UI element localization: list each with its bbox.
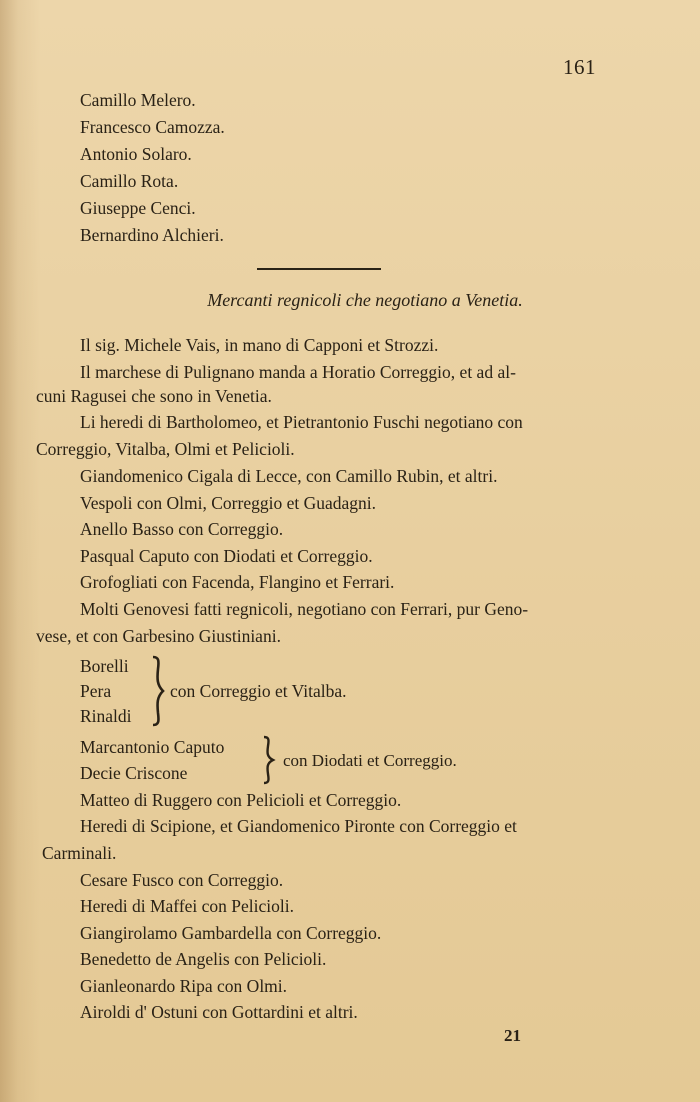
entry-line: Il marchese di Pulignano manda a Horatio Correggio, et ad al- <box>80 362 516 382</box>
curly-brace-icon <box>259 735 277 785</box>
entry-line: Pasqual Caputo con Diodati et Correggio. <box>80 546 373 566</box>
group-member: Borelli <box>80 656 129 676</box>
group-partners: con Diodati et Correggio. <box>283 751 457 770</box>
section-heading: Mercanti regnicoli che negotiano a Venetia. <box>207 290 523 310</box>
curly-brace-icon <box>147 655 167 727</box>
entry-line: Correggio, Vitalba, Olmi et Pelicioli. <box>36 439 295 459</box>
entry-line: Giandomenico Cigala di Lecce, con Camillo Rubin, et altri. <box>80 466 498 486</box>
entry-line: Grofogliati con Facenda, Flangino et Ferrari. <box>80 572 395 592</box>
name-item: Giuseppe Cenci. <box>80 198 196 218</box>
entry-line: Li heredi di Bartholomeo, et Pietrantonio Fuschi negotiano con <box>80 412 523 432</box>
group-member: Marcantonio Caputo <box>80 737 225 757</box>
entry-line: cuni Ragusei che sono in Venetia. <box>36 386 272 406</box>
entry-line: vese, et con Garbesino Giustiniani. <box>36 626 281 646</box>
group-partners: con Correggio et Vitalba. <box>170 681 347 701</box>
entry-line: Anello Basso con Correggio. <box>80 519 284 539</box>
group-member: Rinaldi <box>80 706 132 726</box>
entry-line: Heredi di Scipione, et Giandomenico Pironte con Correggio et <box>80 816 517 836</box>
entry-line: Carminali. <box>42 843 117 863</box>
name-item: Camillo Rota. <box>80 171 179 191</box>
entry-line: Giangirolamo Gambardella con Correggio. <box>80 923 382 943</box>
entry-line: Molti Genovesi fatti regnicoli, negotiano con Ferrari, pur Geno- <box>80 599 529 619</box>
section-divider <box>257 268 381 270</box>
entry-line: Benedetto de Angelis con Pelicioli. <box>80 949 327 969</box>
name-item: Antonio Solaro. <box>80 144 192 164</box>
group-member: Decie Criscone <box>80 763 188 783</box>
entry-line: Gianleonardo Ripa con Olmi. <box>80 976 288 996</box>
entry-line: Airoldi d' Ostuni con Gottardini et altri. <box>80 1002 358 1022</box>
entry-line: Matteo di Ruggero con Pelicioli et Correggio. <box>80 790 402 810</box>
signature-mark: 21 <box>504 1026 521 1045</box>
name-item: Francesco Camozza. <box>80 117 225 137</box>
entry-line: Cesare Fusco con Correggio. <box>80 870 284 890</box>
group-member: Pera <box>80 681 112 701</box>
name-item: Camillo Melero. <box>80 90 196 110</box>
entry-line: Il sig. Michele Vais, in mano di Capponi et Strozzi. <box>80 335 439 355</box>
entry-line: Heredi di Maffei con Pelicioli. <box>80 896 294 916</box>
page-number: 161 <box>563 55 596 79</box>
name-item: Bernardino Alchieri. <box>80 225 224 245</box>
entry-line: Vespoli con Olmi, Correggio et Guadagni. <box>80 493 376 513</box>
